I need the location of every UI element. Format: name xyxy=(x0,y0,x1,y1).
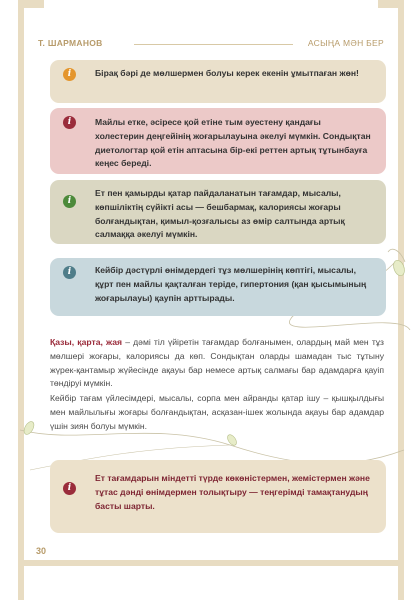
note-box-beshbarmak xyxy=(50,180,386,244)
paragraph-combinations xyxy=(50,392,384,433)
header-author: Т. ШАРМАНОВ xyxy=(38,38,103,48)
note-box-salt xyxy=(50,258,386,316)
page-header xyxy=(0,38,420,50)
info-icon: i xyxy=(63,116,76,129)
note-box-mutton-warning xyxy=(50,108,386,174)
paragraph-text: Кейбір тағам үйлесімдері, мысалы, сорпа мен айранды қатар ішу – қышқылдығы мен майлылығы жоғары болғандықтан, асқазан-ішек жолында ақауы бар адамдар үшін зиян болуы мүмкін. xyxy=(50,393,384,431)
info-icon: i xyxy=(63,482,76,495)
paragraph-text: – дәмі тіл үйіретін тағамдар болғанымен, олардың май мен тұз мөлшері жоғары, калориясы да көп. Сондықтан оларды шамадан тыс тұтыну жүрек-қантамыр жүйесінде ақауы бар немесе артық салмағы бар адамдарға қауіп төндіруі мүмкін. xyxy=(50,337,384,389)
note-box-balanced-diet xyxy=(50,460,386,533)
info-icon: i xyxy=(63,195,76,208)
info-icon: i xyxy=(63,266,76,279)
note-text: Бірақ бәрі де мөлшермен болуы керек екенін ұмытпаған жөн! xyxy=(95,68,359,78)
note-text: Ет пен қамырды қатар пайдаланатын тағамдар, мысалы, көпшіліктің сүйікті асы — бешбармақ, калориясы жоғары болғандықтан, қимыл-қозғалысы аз өмір салтында артық салмаққа әкелуі мүмкін. xyxy=(95,188,345,240)
note-text: Кейбір дәстүрлі өнімдердегі тұз мөлшерінің көптігі, мысалы, құрт пен майлы қақталған теріде, гипертония (қан қысымының жоғарылауы) қаупін арттырады. xyxy=(95,265,367,303)
info-icon: i xyxy=(63,68,76,81)
page-number: 30 xyxy=(36,546,47,556)
header-book-title: АСЫҢА МӘН БЕР xyxy=(307,38,384,48)
note-text: Майлы етке, әсіресе қой етіне тым әуестену қандағы холестерин деңгейінің жоғарылауына әкелуі мүмкін. Сондықтан диетологтар қой етін аптасына бір-екі реттен артық тұтынбауға кеңес береді. xyxy=(95,117,371,169)
note-box-reminder xyxy=(50,60,386,103)
paragraph-kazy xyxy=(50,336,384,391)
header-divider xyxy=(134,44,293,45)
highlighted-term: Қазы, қарта, жая xyxy=(50,337,123,347)
note-text: Ет тағамдарын міндетті түрде көкөністермен, жемістермен және тұтас дәнді өнімдермен толықтыру — теңгерімді тамақтанудың басты шарты. xyxy=(95,473,370,511)
